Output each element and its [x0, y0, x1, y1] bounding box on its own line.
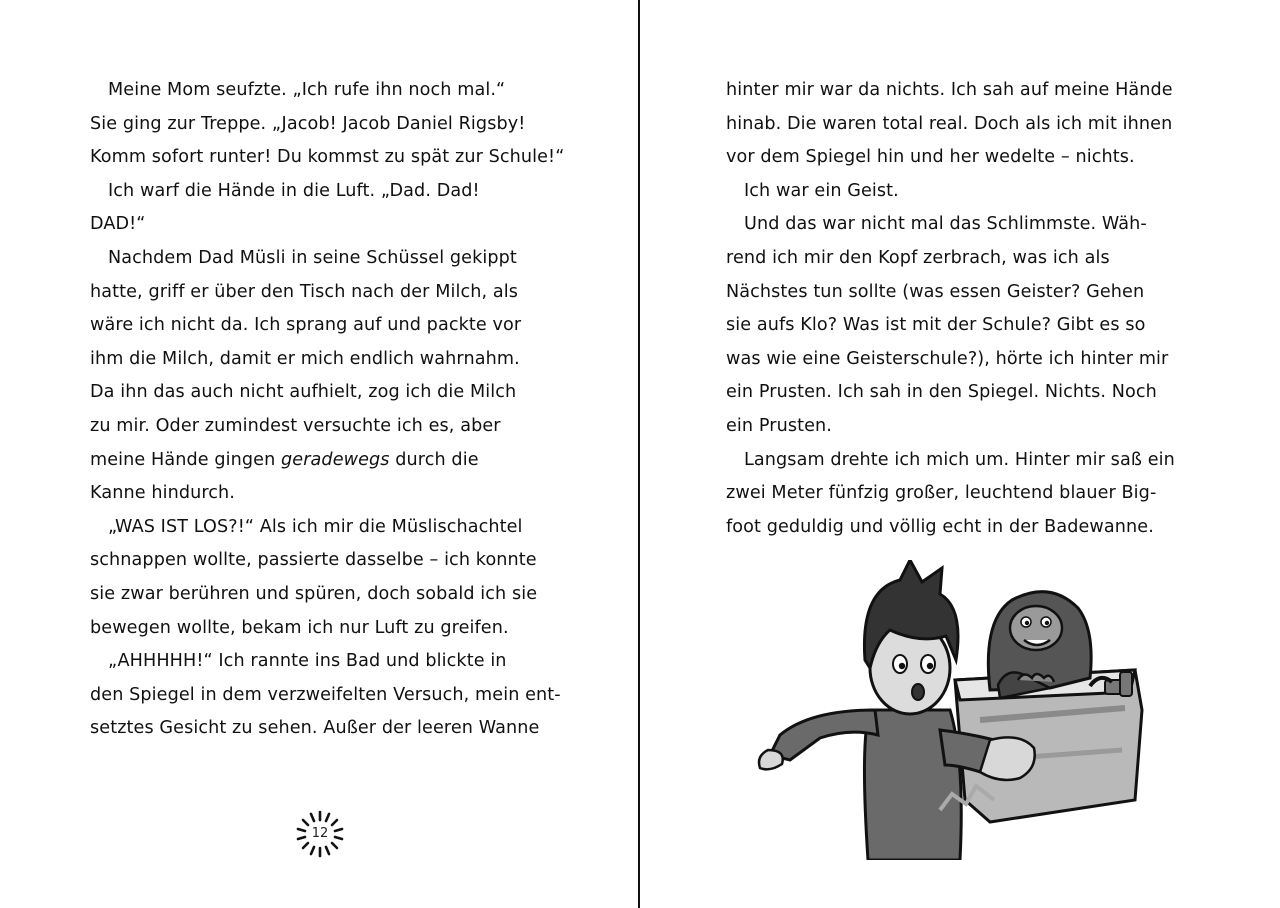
text-line: Komm sofort runter! Du kommst zu spät zur Schule!“ [90, 147, 565, 168]
text-line: bewegen wollte, bekam ich nur Luft zu greifen. [90, 617, 509, 638]
page-number: 12 [311, 826, 329, 841]
text-line: wäre ich nicht da. Ich sprang auf und packte vor [90, 315, 522, 336]
text-line: Kanne hindurch. [90, 483, 235, 504]
italic-word: geradewegs [281, 449, 390, 470]
text-line: foot geduldig und völlig echt in der Badewanne. [726, 516, 1154, 537]
text-line: sie zwar berühren und spüren, doch sobald ich sie [90, 583, 538, 604]
text-line: „WAS IST LOS?!“ Als ich mir die Müslischachtel [108, 516, 523, 537]
text-line: Und das war nicht mal das Schlimmste. Wäh- [744, 214, 1147, 235]
right-page [640, 0, 1280, 908]
bigfoot-drawing [988, 592, 1091, 698]
text-line: Sie ging zur Treppe. „Jacob! Jacob Daniel Rigsby! [90, 113, 526, 134]
text-line: DAD!“ [90, 214, 146, 235]
text-line: ein Prusten. Ich sah in den Spiegel. Nichts. Noch [726, 382, 1157, 403]
text-line: vor dem Spiegel hin und her wedelte – nichts. [726, 147, 1135, 168]
text-line: Ich warf die Hände in die Luft. „Dad. Dad! [108, 180, 480, 201]
text-line [90, 444, 560, 478]
text-line: sie aufs Klo? Was ist mit der Schule? Gibt es so [726, 315, 1146, 336]
text-line: den Spiegel in dem verzweifelten Versuch, mein ent- [90, 684, 561, 705]
page-number-ornament [288, 802, 352, 866]
text-line: ihm die Milch, damit er mich endlich wahrnahm. [90, 348, 520, 369]
text-line: setztes Gesicht zu sehen. Außer der leeren Wanne [90, 718, 540, 739]
left-page-text [90, 74, 565, 746]
text-line: hinab. Die waren total real. Doch als ich mit ihnen [726, 113, 1173, 134]
text-line: „AHHHHH!“ Ich rannte ins Bad und blickte in [108, 651, 507, 672]
text-line: ein Prusten. [726, 415, 832, 436]
text-line: Ich war ein Geist. [744, 180, 899, 201]
boy-and-bigfoot-illustration [750, 560, 1170, 860]
text-line: rend ich mir den Kopf zerbrach, was ich als [726, 247, 1110, 268]
left-page [0, 0, 638, 908]
text-line: schnappen wollte, passierte dasselbe – ich konnte [90, 550, 537, 571]
text-segment: durch die [389, 449, 479, 470]
right-page-text [726, 74, 1196, 544]
text-line: zwei Meter fünfzig großer, leuchtend blauer Big- [726, 483, 1157, 504]
text-line: Meine Mom seufzte. „Ich rufe ihn noch mal.“ [108, 80, 506, 100]
text-line: zu mir. Oder zumindest versuchte ich es, aber [90, 415, 501, 436]
text-line: was wie eine Geisterschule?), hörte ich hinter mir [726, 348, 1169, 369]
text-line: Nächstes tun sollte (was essen Geister? Gehen [726, 281, 1145, 302]
text-line: Langsam drehte ich mich um. Hinter mir saß ein [744, 449, 1175, 470]
text-line: hatte, griff er über den Tisch nach der Milch, als [90, 281, 519, 302]
text-line: Da ihn das auch nicht aufhielt, zog ich die Milch [90, 382, 517, 403]
text-line: hinter mir war da nichts. Ich sah auf meine Hände [726, 80, 1173, 100]
text-line: Nachdem Dad Müsli in seine Schüssel gekippt [108, 247, 517, 268]
text-segment: meine Hände gingen [90, 449, 282, 470]
